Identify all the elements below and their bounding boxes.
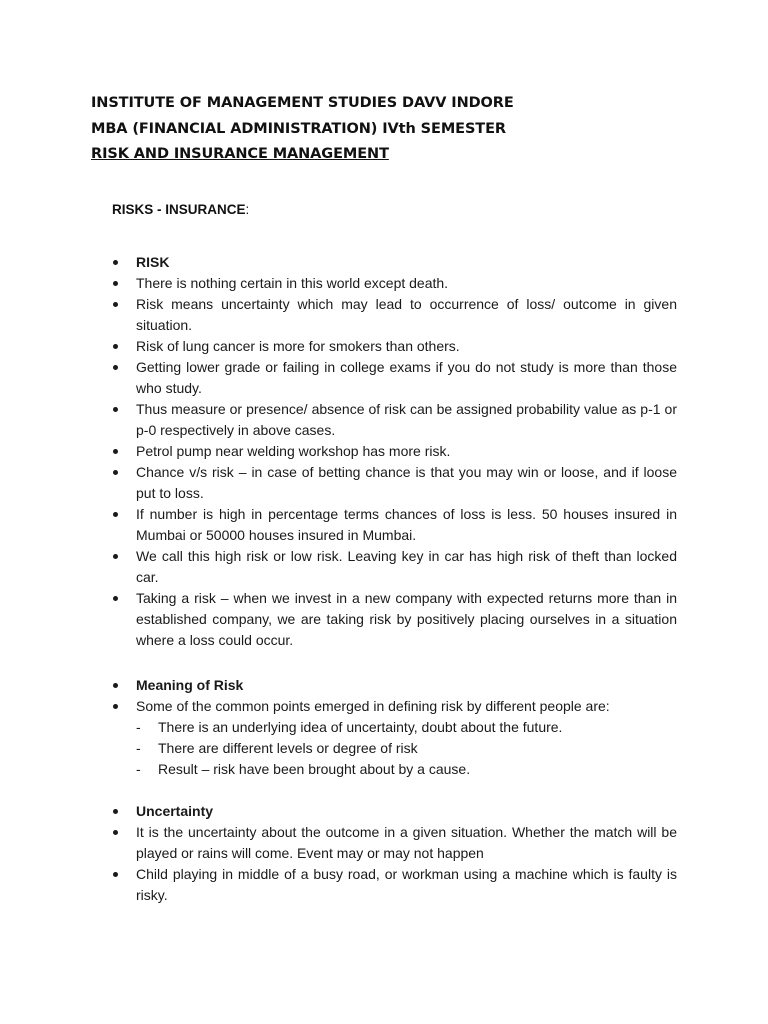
list-item: [0, 357, 677, 399]
bullet-icon: [113, 830, 118, 835]
dash-marker: -: [136, 740, 141, 756]
list-item-text: Thus measure or presence/ absence of risk can be assigned probability value as p-1 or p-0 respectively in above cases.: [136, 401, 677, 438]
list-item: [0, 801, 677, 822]
list-item: [0, 822, 677, 864]
subtitle-colon: :: [245, 202, 250, 217]
meaning-heading: Meaning of Risk: [136, 677, 244, 693]
bullet-icon: [113, 365, 118, 370]
subject-title: RISK AND INSURANCE MANAGEMENT: [91, 146, 389, 162]
meaning-list: [0, 675, 768, 717]
list-item: [0, 675, 677, 696]
meaning-dash-list: [0, 717, 677, 780]
bullet-icon: [113, 512, 118, 517]
dash-item-text: Result – risk have been brought about by a cause.: [158, 761, 471, 777]
bullet-icon: [113, 470, 118, 475]
bullet-icon: [113, 809, 118, 814]
risk-list: [0, 252, 768, 651]
bullet-icon: [113, 683, 118, 688]
section-subtitle: [112, 202, 249, 217]
list-item-text: Chance v/s risk – in case of betting chance is that you may win or loose, and if loose put to loss.: [136, 464, 677, 501]
list-item-text: If number is high in percentage terms chances of loss is less. 50 houses insured in Mumbai or 50000 houses insured in Mumbai.: [136, 506, 677, 543]
list-item: [0, 462, 677, 504]
list-item-text: Taking a risk – when we invest in a new company with expected returns more than in established company, we are taking risk by positively placing ourselves in a situation where a loss could occur.: [136, 590, 677, 648]
institute-title: INSTITUTE OF MANAGEMENT STUDIES DAVV INDORE: [91, 95, 514, 111]
course-title: MBA (FINANCIAL ADMINISTRATION) IVth SEMESTER: [91, 121, 506, 137]
list-item: [0, 252, 677, 273]
list-item-text: Some of the common points emerged in defining risk by different people are:: [136, 698, 610, 714]
subtitle-label: RISKS - INSURANCE: [112, 202, 246, 217]
list-item-text: Petrol pump near welding workshop has more risk.: [136, 443, 451, 459]
list-item: [0, 294, 677, 336]
list-item: [0, 546, 677, 588]
bullet-icon: [113, 872, 118, 877]
dash-item: [0, 717, 677, 738]
list-item: [0, 273, 677, 294]
dash-marker: -: [136, 761, 141, 777]
list-item-text: There is nothing certain in this world except death.: [136, 275, 449, 291]
list-item-text: Getting lower grade or failing in college exams if you do not study is more than those who study.: [136, 359, 677, 396]
dash-item: [0, 759, 677, 780]
bullet-icon: [113, 260, 118, 265]
list-item-text: We call this high risk or low risk. Leaving key in car has high risk of theft than locked car.: [136, 548, 677, 585]
dash-marker: -: [136, 719, 141, 735]
list-item-text: Risk means uncertainty which may lead to occurrence of loss/ outcome in given situation.: [136, 296, 677, 333]
dash-item-text: There are different levels or degree of risk: [158, 740, 418, 756]
list-item: [0, 441, 677, 462]
list-item-text: Risk of lung cancer is more for smokers than others.: [136, 338, 460, 354]
list-item: [0, 588, 677, 651]
bullet-icon: [113, 449, 118, 454]
list-item: [0, 504, 677, 546]
bullet-icon: [113, 596, 118, 601]
list-item-text: It is the uncertainty about the outcome in a given situation. Whether the match will be played or rains will come. Event may or may not happen: [136, 824, 677, 861]
list-item-text: Child playing in middle of a busy road, or workman using a machine which is faulty is risky.: [136, 866, 677, 903]
list-item: [0, 696, 677, 717]
uncertainty-list: [0, 801, 768, 906]
bullet-icon: [113, 407, 118, 412]
risk-heading: RISK: [136, 254, 170, 270]
bullet-icon: [113, 344, 118, 349]
bullet-icon: [113, 302, 118, 307]
bullet-icon: [113, 554, 118, 559]
list-item: [0, 399, 677, 441]
list-item: [0, 336, 677, 357]
bullet-icon: [113, 281, 118, 286]
dash-item-text: There is an underlying idea of uncertainty, doubt about the future.: [158, 719, 563, 735]
list-item: [0, 864, 677, 906]
dash-item: [0, 738, 677, 759]
uncertainty-heading: Uncertainty: [136, 803, 214, 819]
bullet-icon: [113, 704, 118, 709]
